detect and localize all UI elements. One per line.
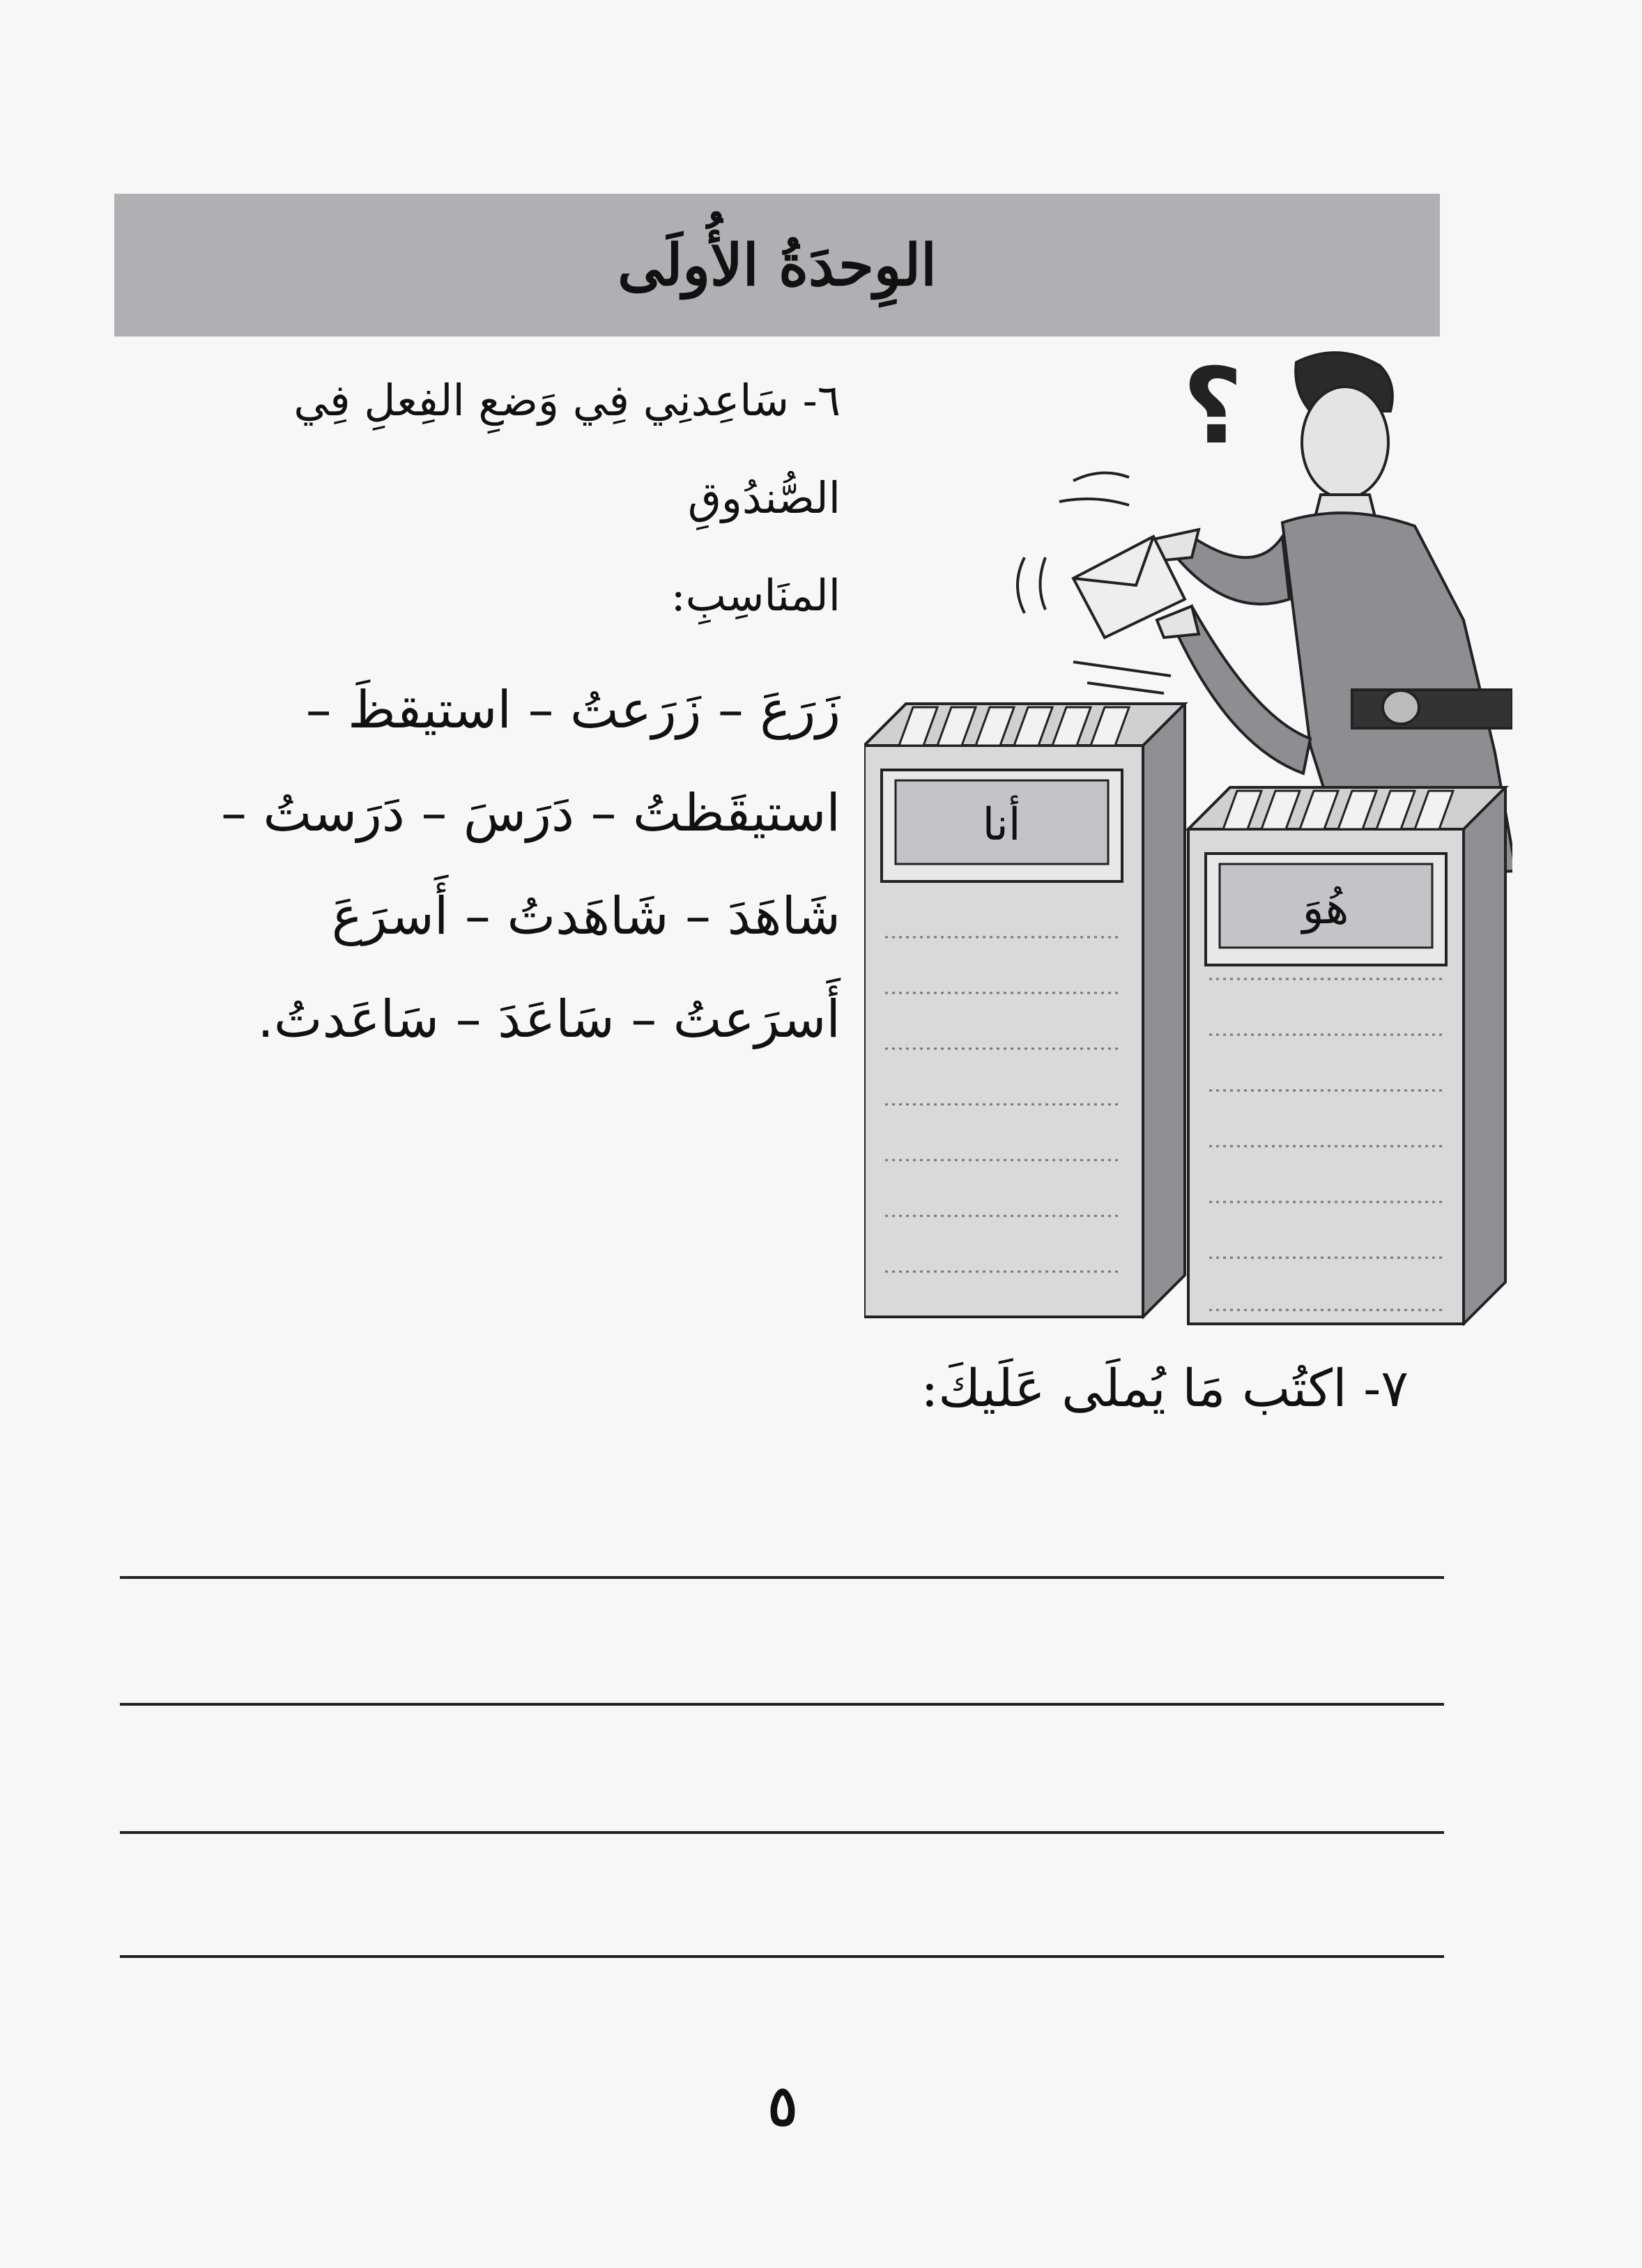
writing-line: [120, 1703, 1444, 1706]
verb-line: شَاهَدَ – شَاهَدتُ – أَسرَعَ: [331, 886, 841, 946]
box-huwa: [1188, 787, 1505, 1324]
page-number: ٥: [767, 2073, 798, 2138]
exercise-6-instruction-line2: المنَاسِبِ:: [670, 570, 841, 621]
question-mark-icon: ؟: [1182, 346, 1243, 468]
verb-list: [130, 658, 841, 1071]
box-ana-label: أنا: [982, 799, 1021, 851]
box-ana: [864, 704, 1185, 1317]
verb-line: أَسرَعتُ – سَاعَدَ – سَاعَدتُ.: [257, 989, 841, 1049]
exercise-7-instruction: ٧- اكتُب مَا يُملَى عَلَيكَ:: [921, 1359, 1409, 1419]
writing-line: [120, 1955, 1444, 1958]
unit-header-band: [114, 194, 1440, 337]
verb-line: زَرَعَ – زَرَعتُ – استيقظَ –: [305, 680, 841, 740]
writing-line: [120, 1576, 1444, 1579]
boy-with-boxes-illustration: [864, 327, 1512, 1331]
verb-line: استيقَظتُ – دَرَسَ – دَرَستُ –: [220, 783, 841, 843]
exercise-6: [130, 352, 841, 1071]
unit-title: الوِحدَةُ الأُولَى: [617, 231, 937, 299]
box-huwa-label: هُوَ: [1302, 883, 1349, 934]
exercise-6-instruction-line1: ٦- سَاعِدنِي فِي وَضعِ الفِعلِ فِي الصُّندُوقِ: [293, 375, 841, 523]
writing-line: [120, 1831, 1444, 1834]
